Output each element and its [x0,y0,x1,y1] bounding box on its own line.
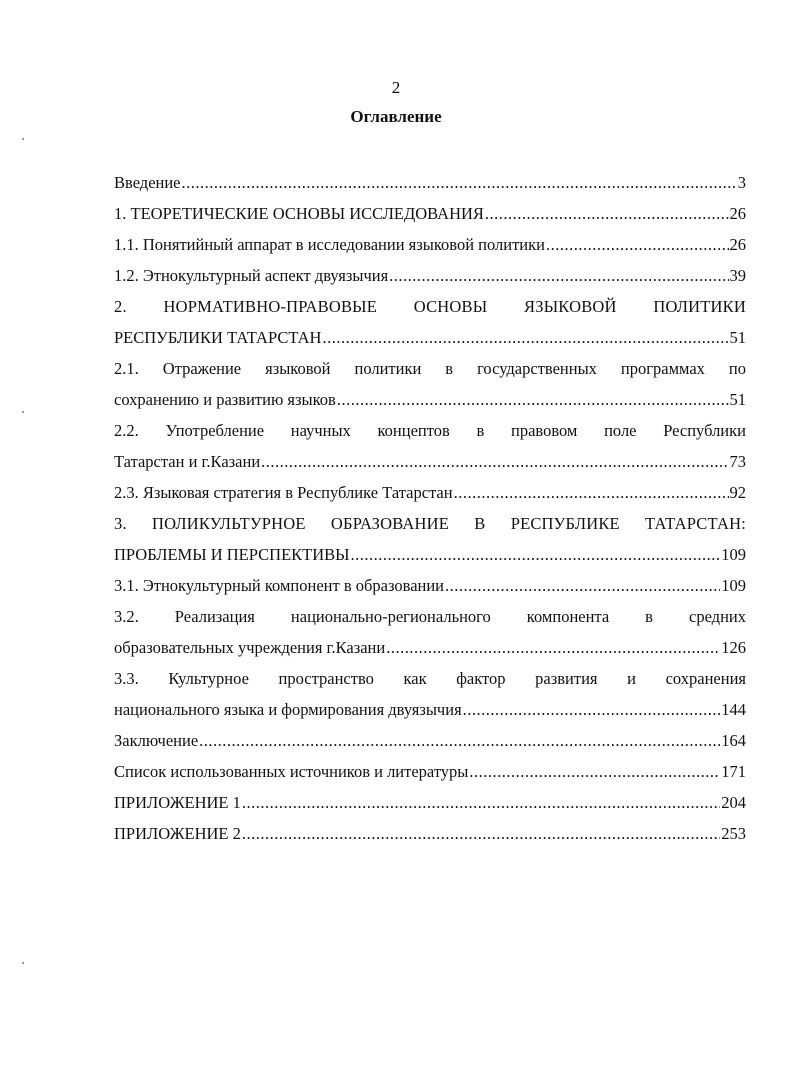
toc-entry-page: 126 [721,638,746,657]
toc-entry-chapter-2[interactable] [114,291,746,353]
table-of-contents [114,167,746,849]
toc-entry-text: Введение [114,173,181,192]
toc-entry-page: 39 [729,266,746,285]
toc-entry-references[interactable] [114,756,746,787]
toc-entry-page: 164 [721,731,746,750]
toc-entry-page: 144 [721,700,746,719]
toc-entry-page: 73 [729,452,746,471]
toc-title: Оглавление [350,107,442,126]
dot-leader [242,787,720,818]
toc-entry-page: 92 [729,483,746,502]
toc-entry-text: Список использованных источников и литературы [114,762,469,781]
dot-leader [546,229,729,260]
toc-entry-text: 1. ТЕОРЕТИЧЕСКИЕ ОСНОВЫ ИССЛЕДОВАНИЯ [114,204,484,223]
toc-entry-section-2-3[interactable] [114,477,746,508]
toc-entry-page: 26 [729,204,746,223]
dot-leader [485,198,729,229]
toc-entry-page: 109 [721,545,746,564]
toc-entry-first-line: 2.2. Употребление научных концептов в правовом поле Республики [114,421,746,440]
page-number: 2 [391,78,401,97]
toc-entry-section-1-1[interactable] [114,229,746,260]
toc-entry-text: 3.1. Этнокультурный компонент в образовании [114,576,445,595]
toc-entry-conclusion[interactable] [114,725,746,756]
toc-entry-text: сохранению и развитию языков [114,390,336,409]
toc-entry-text: образовательных учреждения г.Казани [114,638,386,657]
dot-leader [351,539,721,570]
toc-entry-page: 51 [729,390,746,409]
scan-mark [22,962,24,964]
dot-leader [386,632,720,663]
dot-leader [454,477,729,508]
toc-entry-section-1-2[interactable] [114,260,746,291]
toc-entry-text: Заключение [114,731,199,750]
toc-entry-text: ПРИЛОЖЕНИЕ 1 [114,793,241,812]
toc-entry-text: 1.1. Понятийный аппарат в исследовании языковой политики [114,235,545,254]
dot-leader [242,818,720,849]
dot-leader [199,725,720,756]
toc-entry-section-3-2[interactable] [114,601,746,663]
toc-entry-first-line: 3.3. Культурное пространство как фактор развития и сохранения [114,669,746,688]
toc-entry-text: 2.3. Языковая стратегия в Республике Татарстан [114,483,453,502]
toc-entry-first-line: 3.2. Реализация национально-регионального компонента в средних [114,607,746,626]
toc-entry-page: 26 [729,235,746,254]
dot-leader [463,694,721,725]
toc-entry-section-2-1[interactable] [114,353,746,415]
toc-entry-section-2-2[interactable] [114,415,746,477]
toc-entry-chapter-1[interactable] [114,198,746,229]
toc-entry-appendix-1[interactable] [114,787,746,818]
toc-entry-page: 51 [729,328,746,347]
toc-entry-section-3-1[interactable] [114,570,746,601]
toc-entry-section-3-3[interactable] [114,663,746,725]
toc-entry-text: национального языка и формирования двуязычия [114,700,462,719]
toc-entry-appendix-2[interactable] [114,818,746,849]
toc-entry-introduction[interactable] [114,167,746,198]
dot-leader [322,322,728,353]
toc-entry-first-line: 2. НОРМАТИВНО-ПРАВОВЫЕ ОСНОВЫ ЯЗЫКОВОЙ ПОЛИТИКИ [114,297,746,316]
toc-entry-text: РЕСПУБЛИКИ ТАТАРСТАН [114,328,322,347]
toc-entry-text: Татарстан и г.Казани [114,452,261,471]
dot-leader [469,756,720,787]
toc-entry-text: ПРОБЛЕМЫ И ПЕРСПЕКТИВЫ [114,545,350,564]
toc-entry-first-line: 3. ПОЛИКУЛЬТУРНОЕ ОБРАЗОВАНИЕ В РЕСПУБЛИКЕ ТАТАРСТАН: [114,514,746,533]
toc-entry-page: 253 [721,824,746,843]
dot-leader [445,570,720,601]
dot-leader [182,167,737,198]
toc-entry-page: 109 [721,576,746,595]
scan-mark [22,138,24,140]
scan-mark [22,411,24,413]
toc-entry-page: 3 [737,173,746,192]
dot-leader [261,446,728,477]
dot-leader [337,384,729,415]
toc-entry-first-line: 2.1. Отражение языковой политики в государственных программах по [114,359,746,378]
toc-entry-page: 204 [721,793,746,812]
dot-leader [389,260,728,291]
toc-entry-page: 171 [721,762,746,781]
toc-entry-text: ПРИЛОЖЕНИЕ 2 [114,824,241,843]
toc-entry-text: 1.2. Этнокультурный аспект двуязычия [114,266,389,285]
toc-entry-chapter-3[interactable] [114,508,746,570]
